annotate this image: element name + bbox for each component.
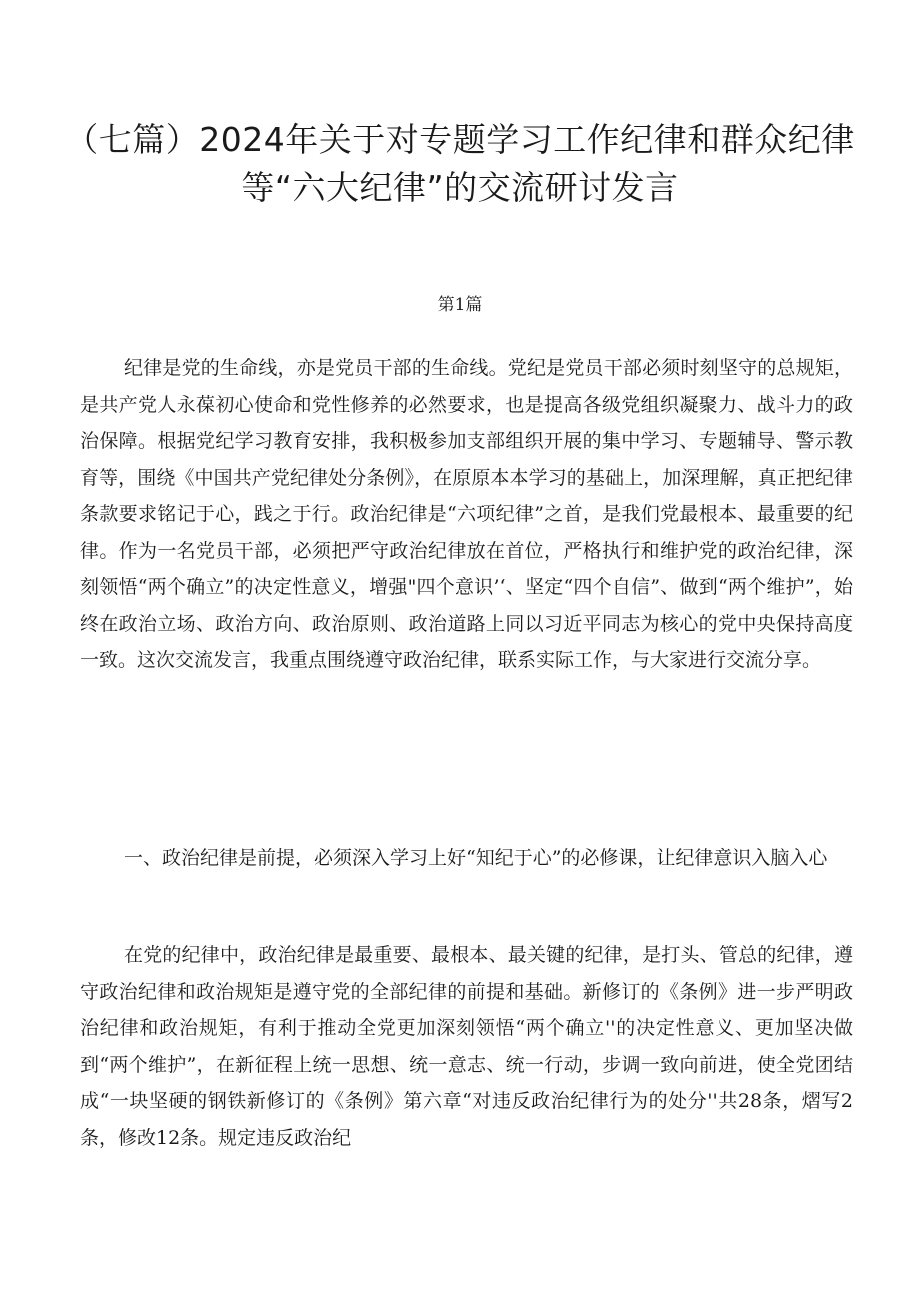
document-title: （七篇）2024年关于对专题学习工作纪律和群众纪律等“六大纪律”的交流研讨发言 [65,120,855,207]
paragraph-intro: 纪律是党的生命线，亦是党员干部的生命线。党纪是党员干部必须时刻坚守的总规矩，是共产党人永葆初心使命和党性修养的必然要求，也是提高各级党组织凝聚力、战斗力的政治保障。根据党纪学习教育安排，我积极参加支部组织开展的集中学习、专题辅导、警示教育等，围绕《中国共产党纪律处分条例》，在原原本本学习的基础上，加深理解，真正把纪律条款要求铭记于心，践之于行。政治纪律是“六项纪律”之首，是我们党最根本、最重要的纪律。作为一名党员干部，必须把严守政治纪律放在首位，严格执行和维护党的政治纪律，深刻领悟“两个确立”的决定性意义，增强"四个意识’‘、坚定“四个自信”、做到“两个维护”，始终在政治立场、政治方向、政治原则、政治道路上同以习近平同志为核心的党中央保持高度一致。这次交流发言，我重点围绕遵守政治纪律，联系实际工作，与大家进行交流分享。 [80,357,853,671]
paragraph-body: 在党的纪律中，政治纪律是最重要、最根本、最关键的纪律，是打头、管总的纪律，遵守政治纪律和政治规矩是遵守党的全部纪律的前提和基础。新修订的《条例》进一步严明政治纪律和政治规矩，有利于推动全党更加深刻领悟“两个确立''的决定性意义、更加坚决做到“两个维护”，在新征程上统一思想、统一意志、统一行动，步调一致向前进，使全党团结成“一块坚硬的钢铁新修订的《条例》第六章“对违反政治纪律行为的处分''共28条，熠写2条，修改12条。规定违反政治纪 [80,944,853,1149]
section-heading: 第1篇 [437,295,483,315]
paragraph-heading-one: 一、政治纪律是前提，必须深入学习上好“知纪于心”的必修课，让纪律意识入脑入心 [124,847,828,869]
